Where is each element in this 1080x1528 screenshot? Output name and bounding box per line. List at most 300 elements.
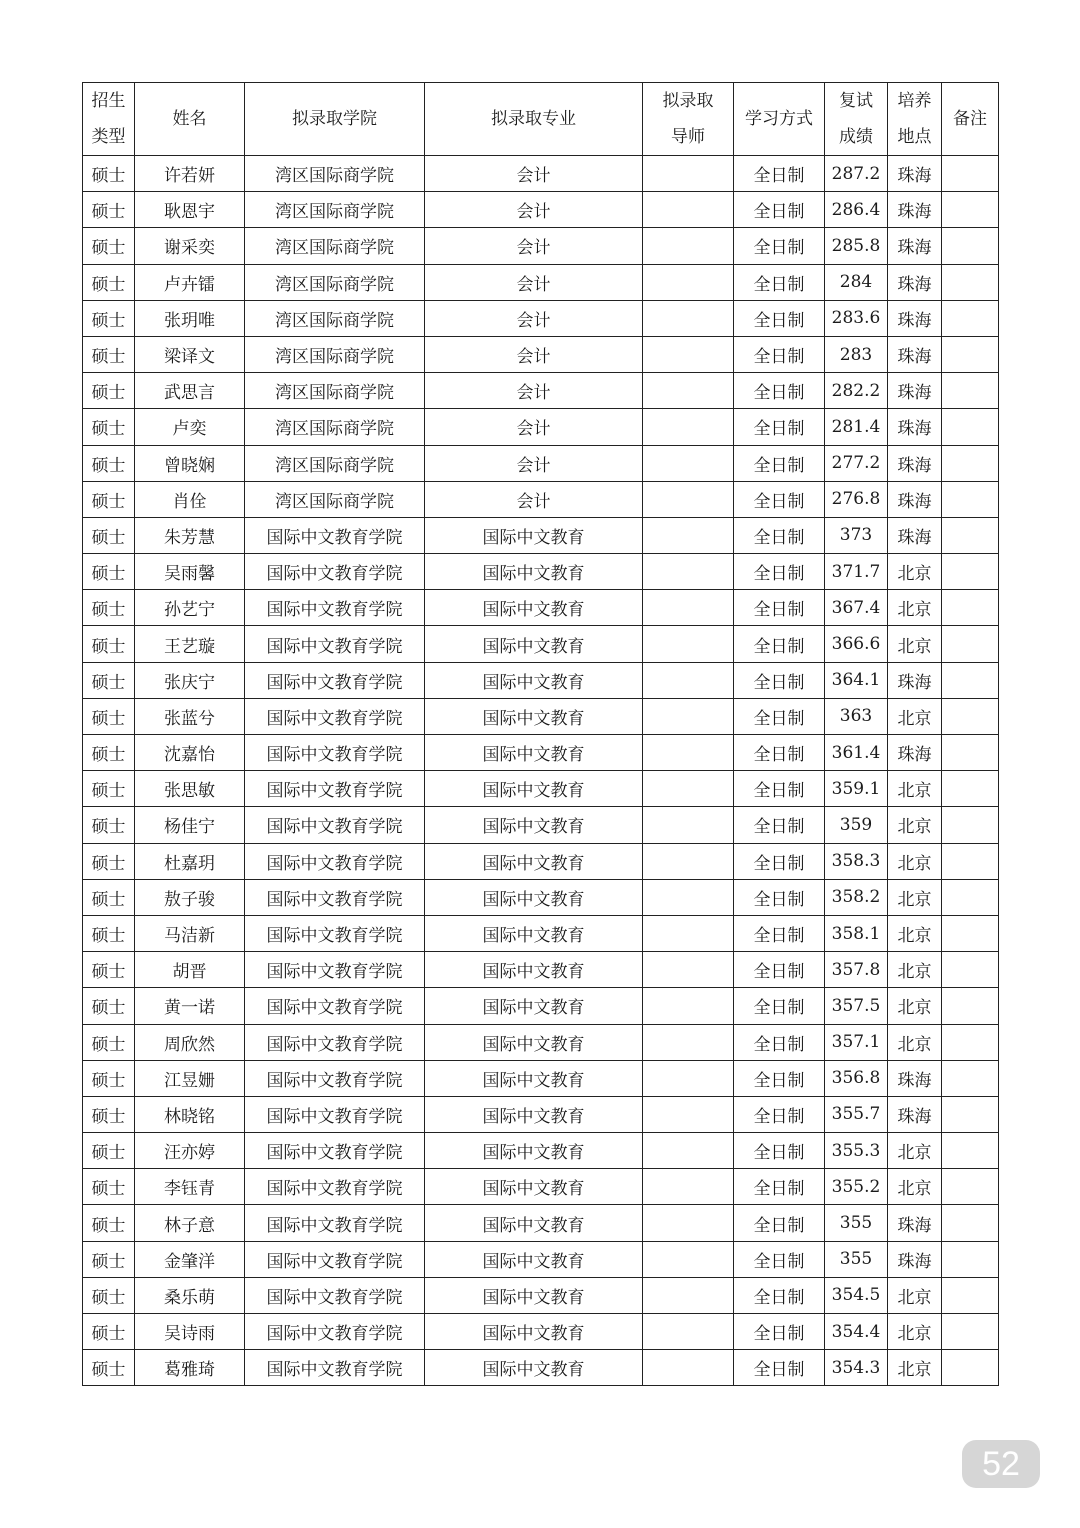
cell-college: 国际中文教育学院 bbox=[245, 988, 425, 1024]
table-row bbox=[83, 228, 999, 264]
cell-note bbox=[942, 662, 999, 698]
cell-name: 张蓝兮 bbox=[135, 698, 245, 734]
cell-type: 硕士 bbox=[83, 1133, 135, 1169]
cell-major: 国际中文教育 bbox=[425, 1241, 643, 1277]
cell-college: 国际中文教育学院 bbox=[245, 662, 425, 698]
cell-name: 杜嘉玥 bbox=[135, 843, 245, 879]
cell-name: 耿恩宇 bbox=[135, 192, 245, 228]
cell-type: 硕士 bbox=[83, 373, 135, 409]
cell-major: 国际中文教育 bbox=[425, 735, 643, 771]
cell-type: 硕士 bbox=[83, 879, 135, 915]
cell-score: 283 bbox=[825, 336, 888, 372]
table-row bbox=[83, 1350, 999, 1386]
cell-advisor bbox=[643, 554, 734, 590]
cell-type: 硕士 bbox=[83, 988, 135, 1024]
page-number-badge: 52 bbox=[962, 1440, 1040, 1488]
table-row bbox=[83, 807, 999, 843]
cell-advisor bbox=[643, 1133, 734, 1169]
table-row bbox=[83, 771, 999, 807]
cell-name: 江昱姗 bbox=[135, 1060, 245, 1096]
cell-type: 硕士 bbox=[83, 517, 135, 553]
cell-mode: 全日制 bbox=[734, 1205, 825, 1241]
cell-score: 357.8 bbox=[825, 952, 888, 988]
cell-major: 国际中文教育 bbox=[425, 590, 643, 626]
cell-type: 硕士 bbox=[83, 1024, 135, 1060]
cell-college: 湾区国际商学院 bbox=[245, 445, 425, 481]
cell-score: 354.3 bbox=[825, 1350, 888, 1386]
cell-place: 北京 bbox=[888, 1024, 942, 1060]
cell-college: 国际中文教育学院 bbox=[245, 807, 425, 843]
cell-college: 国际中文教育学院 bbox=[245, 590, 425, 626]
cell-note bbox=[942, 1277, 999, 1313]
cell-advisor bbox=[643, 735, 734, 771]
cell-mode: 全日制 bbox=[734, 336, 825, 372]
cell-advisor bbox=[643, 626, 734, 662]
cell-note bbox=[942, 735, 999, 771]
cell-advisor bbox=[643, 1169, 734, 1205]
cell-name: 胡晋 bbox=[135, 952, 245, 988]
table-row bbox=[83, 156, 999, 192]
table-row bbox=[83, 879, 999, 915]
cell-college: 国际中文教育学院 bbox=[245, 879, 425, 915]
cell-major: 会计 bbox=[425, 409, 643, 445]
cell-major: 国际中文教育 bbox=[425, 952, 643, 988]
cell-college: 国际中文教育学院 bbox=[245, 1205, 425, 1241]
cell-name: 谢采奕 bbox=[135, 228, 245, 264]
cell-advisor bbox=[643, 1060, 734, 1096]
cell-mode: 全日制 bbox=[734, 771, 825, 807]
cell-score: 285.8 bbox=[825, 228, 888, 264]
cell-name: 梁译文 bbox=[135, 336, 245, 372]
table-row bbox=[83, 409, 999, 445]
cell-major: 国际中文教育 bbox=[425, 1205, 643, 1241]
cell-mode: 全日制 bbox=[734, 988, 825, 1024]
cell-advisor bbox=[643, 409, 734, 445]
cell-score: 282.2 bbox=[825, 373, 888, 409]
cell-major: 国际中文教育 bbox=[425, 1277, 643, 1313]
cell-score: 364.1 bbox=[825, 662, 888, 698]
cell-place: 珠海 bbox=[888, 156, 942, 192]
cell-advisor bbox=[643, 915, 734, 951]
cell-major: 国际中文教育 bbox=[425, 1060, 643, 1096]
cell-mode: 全日制 bbox=[734, 915, 825, 951]
cell-place: 珠海 bbox=[888, 264, 942, 300]
cell-note bbox=[942, 336, 999, 372]
cell-college: 国际中文教育学院 bbox=[245, 1241, 425, 1277]
cell-advisor bbox=[643, 662, 734, 698]
table-row bbox=[83, 445, 999, 481]
cell-place: 珠海 bbox=[888, 445, 942, 481]
cell-college: 国际中文教育学院 bbox=[245, 735, 425, 771]
cell-note bbox=[942, 517, 999, 553]
table-row bbox=[83, 952, 999, 988]
cell-mode: 全日制 bbox=[734, 590, 825, 626]
cell-mode: 全日制 bbox=[734, 300, 825, 336]
cell-major: 会计 bbox=[425, 156, 643, 192]
cell-name: 吴诗雨 bbox=[135, 1314, 245, 1350]
cell-score: 355.2 bbox=[825, 1169, 888, 1205]
admission-table bbox=[82, 82, 999, 1386]
header-major: 拟录取专业 bbox=[425, 83, 643, 156]
cell-note bbox=[942, 952, 999, 988]
cell-note bbox=[942, 915, 999, 951]
cell-score: 357.1 bbox=[825, 1024, 888, 1060]
cell-mode: 全日制 bbox=[734, 264, 825, 300]
cell-college: 湾区国际商学院 bbox=[245, 264, 425, 300]
cell-score: 354.5 bbox=[825, 1277, 888, 1313]
cell-college: 湾区国际商学院 bbox=[245, 336, 425, 372]
cell-name: 周欣然 bbox=[135, 1024, 245, 1060]
cell-major: 会计 bbox=[425, 336, 643, 372]
cell-note bbox=[942, 1241, 999, 1277]
table-row bbox=[83, 373, 999, 409]
cell-note bbox=[942, 1169, 999, 1205]
cell-name: 杨佳宁 bbox=[135, 807, 245, 843]
cell-major: 会计 bbox=[425, 445, 643, 481]
cell-major: 国际中文教育 bbox=[425, 915, 643, 951]
cell-note bbox=[942, 409, 999, 445]
table-row bbox=[83, 1277, 999, 1313]
cell-note bbox=[942, 373, 999, 409]
cell-name: 张思敏 bbox=[135, 771, 245, 807]
cell-type: 硕士 bbox=[83, 1314, 135, 1350]
cell-advisor bbox=[643, 517, 734, 553]
cell-note bbox=[942, 481, 999, 517]
cell-note bbox=[942, 1205, 999, 1241]
table-row bbox=[83, 192, 999, 228]
cell-score: 366.6 bbox=[825, 626, 888, 662]
cell-name: 敖子骏 bbox=[135, 879, 245, 915]
cell-place: 北京 bbox=[888, 843, 942, 879]
cell-note bbox=[942, 1133, 999, 1169]
cell-place: 北京 bbox=[888, 879, 942, 915]
cell-mode: 全日制 bbox=[734, 409, 825, 445]
cell-name: 卢卉镭 bbox=[135, 264, 245, 300]
cell-place: 北京 bbox=[888, 1350, 942, 1386]
cell-name: 黄一诺 bbox=[135, 988, 245, 1024]
cell-major: 国际中文教育 bbox=[425, 1350, 643, 1386]
cell-score: 354.4 bbox=[825, 1314, 888, 1350]
cell-type: 硕士 bbox=[83, 156, 135, 192]
cell-college: 国际中文教育学院 bbox=[245, 1133, 425, 1169]
cell-mode: 全日制 bbox=[734, 952, 825, 988]
cell-note bbox=[942, 445, 999, 481]
cell-place: 珠海 bbox=[888, 373, 942, 409]
cell-type: 硕士 bbox=[83, 735, 135, 771]
cell-mode: 全日制 bbox=[734, 156, 825, 192]
cell-college: 国际中文教育学院 bbox=[245, 517, 425, 553]
cell-mode: 全日制 bbox=[734, 517, 825, 553]
table-row bbox=[83, 517, 999, 553]
cell-major: 国际中文教育 bbox=[425, 879, 643, 915]
cell-score: 358.1 bbox=[825, 915, 888, 951]
cell-college: 国际中文教育学院 bbox=[245, 1169, 425, 1205]
table-row bbox=[83, 300, 999, 336]
cell-major: 国际中文教育 bbox=[425, 1096, 643, 1132]
table-row bbox=[83, 481, 999, 517]
cell-advisor bbox=[643, 843, 734, 879]
table-row bbox=[83, 554, 999, 590]
cell-advisor bbox=[643, 373, 734, 409]
table-row bbox=[83, 843, 999, 879]
cell-place: 珠海 bbox=[888, 1060, 942, 1096]
cell-type: 硕士 bbox=[83, 590, 135, 626]
cell-type: 硕士 bbox=[83, 807, 135, 843]
table-row bbox=[83, 1096, 999, 1132]
cell-name: 卢奕 bbox=[135, 409, 245, 445]
cell-college: 国际中文教育学院 bbox=[245, 698, 425, 734]
cell-place: 北京 bbox=[888, 1314, 942, 1350]
cell-score: 281.4 bbox=[825, 409, 888, 445]
cell-college: 国际中文教育学院 bbox=[245, 554, 425, 590]
cell-score: 283.6 bbox=[825, 300, 888, 336]
cell-advisor bbox=[643, 771, 734, 807]
cell-note bbox=[942, 264, 999, 300]
cell-place: 珠海 bbox=[888, 1096, 942, 1132]
header-name: 姓名 bbox=[135, 83, 245, 156]
cell-mode: 全日制 bbox=[734, 445, 825, 481]
cell-college: 国际中文教育学院 bbox=[245, 1060, 425, 1096]
cell-advisor bbox=[643, 988, 734, 1024]
cell-place: 北京 bbox=[888, 952, 942, 988]
table-row bbox=[83, 1205, 999, 1241]
cell-note bbox=[942, 1060, 999, 1096]
cell-name: 肖佺 bbox=[135, 481, 245, 517]
cell-place: 北京 bbox=[888, 1133, 942, 1169]
cell-mode: 全日制 bbox=[734, 1024, 825, 1060]
cell-college: 国际中文教育学院 bbox=[245, 843, 425, 879]
header-type: 招生 类型 bbox=[83, 83, 135, 156]
cell-major: 国际中文教育 bbox=[425, 554, 643, 590]
cell-type: 硕士 bbox=[83, 336, 135, 372]
cell-place: 珠海 bbox=[888, 336, 942, 372]
cell-major: 会计 bbox=[425, 300, 643, 336]
cell-type: 硕士 bbox=[83, 1205, 135, 1241]
cell-advisor bbox=[643, 481, 734, 517]
table-row bbox=[83, 336, 999, 372]
cell-score: 287.2 bbox=[825, 156, 888, 192]
cell-college: 国际中文教育学院 bbox=[245, 1277, 425, 1313]
cell-major: 会计 bbox=[425, 481, 643, 517]
cell-note bbox=[942, 1024, 999, 1060]
cell-place: 北京 bbox=[888, 771, 942, 807]
cell-type: 硕士 bbox=[83, 300, 135, 336]
cell-type: 硕士 bbox=[83, 1350, 135, 1386]
cell-place: 北京 bbox=[888, 626, 942, 662]
table-row bbox=[83, 1169, 999, 1205]
cell-type: 硕士 bbox=[83, 1277, 135, 1313]
cell-major: 国际中文教育 bbox=[425, 1169, 643, 1205]
cell-type: 硕士 bbox=[83, 554, 135, 590]
cell-score: 355.7 bbox=[825, 1096, 888, 1132]
cell-type: 硕士 bbox=[83, 1169, 135, 1205]
cell-major: 国际中文教育 bbox=[425, 771, 643, 807]
cell-place: 北京 bbox=[888, 698, 942, 734]
cell-note bbox=[942, 771, 999, 807]
cell-name: 武思言 bbox=[135, 373, 245, 409]
cell-major: 会计 bbox=[425, 373, 643, 409]
cell-mode: 全日制 bbox=[734, 807, 825, 843]
cell-note bbox=[942, 300, 999, 336]
cell-place: 珠海 bbox=[888, 409, 942, 445]
cell-advisor bbox=[643, 807, 734, 843]
cell-place: 北京 bbox=[888, 554, 942, 590]
cell-name: 孙艺宁 bbox=[135, 590, 245, 626]
cell-major: 国际中文教育 bbox=[425, 1024, 643, 1060]
cell-score: 284 bbox=[825, 264, 888, 300]
cell-major: 国际中文教育 bbox=[425, 698, 643, 734]
cell-name: 朱芳慧 bbox=[135, 517, 245, 553]
cell-name: 林晓铭 bbox=[135, 1096, 245, 1132]
cell-college: 国际中文教育学院 bbox=[245, 915, 425, 951]
cell-place: 珠海 bbox=[888, 662, 942, 698]
cell-place: 北京 bbox=[888, 915, 942, 951]
cell-note bbox=[942, 626, 999, 662]
cell-name: 张庆宁 bbox=[135, 662, 245, 698]
cell-score: 355.3 bbox=[825, 1133, 888, 1169]
cell-place: 珠海 bbox=[888, 481, 942, 517]
cell-type: 硕士 bbox=[83, 843, 135, 879]
cell-name: 曾晓娴 bbox=[135, 445, 245, 481]
table-row bbox=[83, 915, 999, 951]
cell-advisor bbox=[643, 192, 734, 228]
header-note: 备注 bbox=[942, 83, 999, 156]
cell-advisor bbox=[643, 228, 734, 264]
cell-note bbox=[942, 807, 999, 843]
cell-note bbox=[942, 1314, 999, 1350]
cell-place: 北京 bbox=[888, 807, 942, 843]
cell-note bbox=[942, 843, 999, 879]
cell-note bbox=[942, 228, 999, 264]
cell-major: 国际中文教育 bbox=[425, 843, 643, 879]
cell-college: 国际中文教育学院 bbox=[245, 771, 425, 807]
cell-name: 王艺璇 bbox=[135, 626, 245, 662]
cell-college: 国际中文教育学院 bbox=[245, 952, 425, 988]
cell-type: 硕士 bbox=[83, 1241, 135, 1277]
cell-score: 276.8 bbox=[825, 481, 888, 517]
cell-mode: 全日制 bbox=[734, 1169, 825, 1205]
cell-mode: 全日制 bbox=[734, 1060, 825, 1096]
cell-type: 硕士 bbox=[83, 952, 135, 988]
cell-name: 吴雨馨 bbox=[135, 554, 245, 590]
table-row bbox=[83, 1060, 999, 1096]
cell-advisor bbox=[643, 952, 734, 988]
cell-mode: 全日制 bbox=[734, 879, 825, 915]
cell-mode: 全日制 bbox=[734, 1133, 825, 1169]
cell-advisor bbox=[643, 1096, 734, 1132]
cell-college: 湾区国际商学院 bbox=[245, 481, 425, 517]
cell-name: 张玥唯 bbox=[135, 300, 245, 336]
cell-score: 367.4 bbox=[825, 590, 888, 626]
cell-note bbox=[942, 698, 999, 734]
cell-mode: 全日制 bbox=[734, 1241, 825, 1277]
cell-note bbox=[942, 1096, 999, 1132]
table-row bbox=[83, 1133, 999, 1169]
cell-score: 359.1 bbox=[825, 771, 888, 807]
cell-college: 湾区国际商学院 bbox=[245, 228, 425, 264]
cell-major: 会计 bbox=[425, 264, 643, 300]
cell-type: 硕士 bbox=[83, 662, 135, 698]
cell-advisor bbox=[643, 1205, 734, 1241]
cell-advisor bbox=[643, 264, 734, 300]
cell-mode: 全日制 bbox=[734, 843, 825, 879]
cell-type: 硕士 bbox=[83, 264, 135, 300]
cell-advisor bbox=[643, 445, 734, 481]
cell-mode: 全日制 bbox=[734, 192, 825, 228]
table-row bbox=[83, 590, 999, 626]
cell-major: 国际中文教育 bbox=[425, 662, 643, 698]
cell-advisor bbox=[643, 1350, 734, 1386]
cell-place: 珠海 bbox=[888, 192, 942, 228]
cell-note bbox=[942, 156, 999, 192]
cell-mode: 全日制 bbox=[734, 1314, 825, 1350]
cell-score: 355 bbox=[825, 1205, 888, 1241]
cell-place: 珠海 bbox=[888, 228, 942, 264]
cell-college: 国际中文教育学院 bbox=[245, 1314, 425, 1350]
cell-mode: 全日制 bbox=[734, 1277, 825, 1313]
cell-advisor bbox=[643, 1024, 734, 1060]
cell-place: 北京 bbox=[888, 988, 942, 1024]
cell-college: 国际中文教育学院 bbox=[245, 1024, 425, 1060]
cell-place: 珠海 bbox=[888, 735, 942, 771]
cell-type: 硕士 bbox=[83, 409, 135, 445]
cell-advisor bbox=[643, 1277, 734, 1313]
cell-mode: 全日制 bbox=[734, 698, 825, 734]
cell-type: 硕士 bbox=[83, 698, 135, 734]
cell-name: 许若妍 bbox=[135, 156, 245, 192]
table-body bbox=[83, 156, 999, 1386]
cell-mode: 全日制 bbox=[734, 481, 825, 517]
table-row bbox=[83, 1241, 999, 1277]
cell-note bbox=[942, 590, 999, 626]
cell-score: 357.5 bbox=[825, 988, 888, 1024]
cell-score: 359 bbox=[825, 807, 888, 843]
cell-college: 湾区国际商学院 bbox=[245, 192, 425, 228]
cell-type: 硕士 bbox=[83, 771, 135, 807]
cell-mode: 全日制 bbox=[734, 735, 825, 771]
cell-advisor bbox=[643, 336, 734, 372]
cell-type: 硕士 bbox=[83, 1060, 135, 1096]
cell-type: 硕士 bbox=[83, 192, 135, 228]
cell-name: 桑乐萌 bbox=[135, 1277, 245, 1313]
header-college: 拟录取学院 bbox=[245, 83, 425, 156]
cell-score: 363 bbox=[825, 698, 888, 734]
cell-place: 珠海 bbox=[888, 300, 942, 336]
cell-advisor bbox=[643, 156, 734, 192]
cell-major: 国际中文教育 bbox=[425, 1133, 643, 1169]
cell-college: 湾区国际商学院 bbox=[245, 300, 425, 336]
cell-major: 国际中文教育 bbox=[425, 626, 643, 662]
cell-major: 国际中文教育 bbox=[425, 517, 643, 553]
cell-mode: 全日制 bbox=[734, 373, 825, 409]
cell-name: 林子意 bbox=[135, 1205, 245, 1241]
cell-score: 358.3 bbox=[825, 843, 888, 879]
cell-mode: 全日制 bbox=[734, 554, 825, 590]
table-row bbox=[83, 264, 999, 300]
cell-major: 国际中文教育 bbox=[425, 807, 643, 843]
cell-advisor bbox=[643, 300, 734, 336]
header-advisor: 拟录取 导师 bbox=[643, 83, 734, 156]
cell-score: 286.4 bbox=[825, 192, 888, 228]
cell-major: 国际中文教育 bbox=[425, 1314, 643, 1350]
table-row bbox=[83, 1024, 999, 1060]
cell-score: 361.4 bbox=[825, 735, 888, 771]
cell-name: 汪亦婷 bbox=[135, 1133, 245, 1169]
cell-mode: 全日制 bbox=[734, 228, 825, 264]
cell-type: 硕士 bbox=[83, 915, 135, 951]
cell-place: 北京 bbox=[888, 1277, 942, 1313]
cell-major: 会计 bbox=[425, 192, 643, 228]
